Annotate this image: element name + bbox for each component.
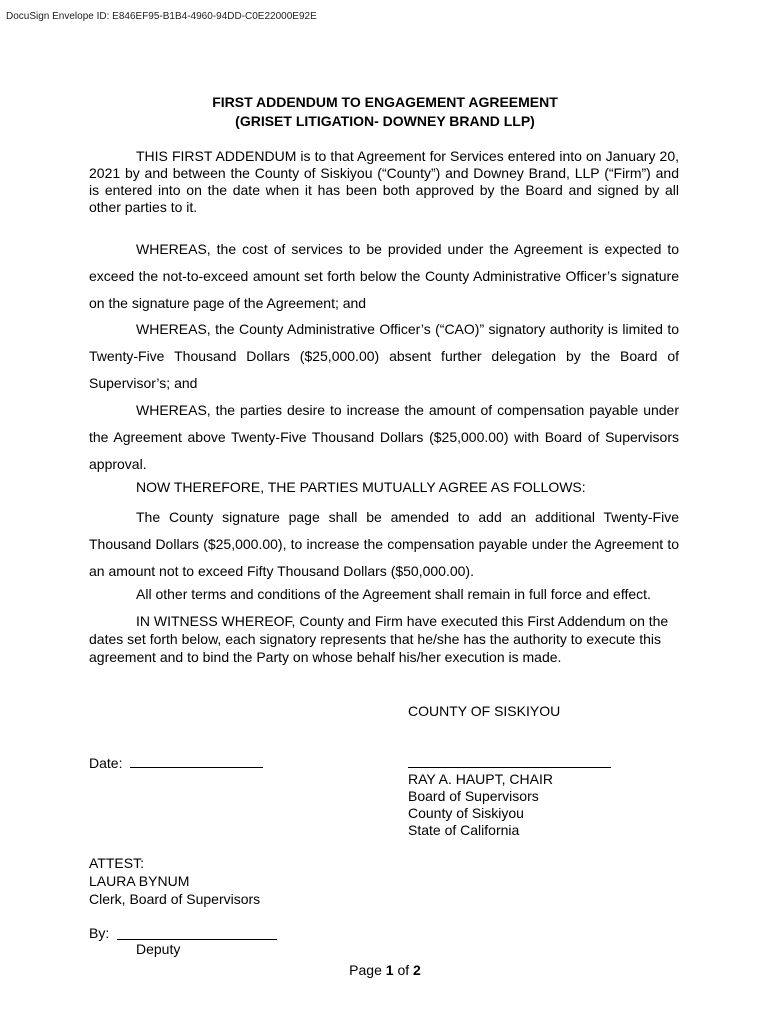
page-prefix: Page xyxy=(349,962,386,978)
attest-title: Clerk, Board of Supervisors xyxy=(89,891,261,907)
date-label: Date: xyxy=(89,755,123,771)
in-witness-paragraph: IN WITNESS WHEREOF, County and Firm have executed this First Addendum on the dates set forth below, each signatory represents that he/she has the authority to execute this agreement and to bind the Party on whose behalf his/her execution is made. xyxy=(89,613,669,665)
page-number xyxy=(0,961,770,979)
deputy-signature-line[interactable] xyxy=(117,939,277,940)
date-signature-line[interactable] xyxy=(130,767,263,768)
page-total: 2 xyxy=(413,962,421,978)
chair-signature-line[interactable] xyxy=(408,767,611,768)
signer-county: County of Siskiyou xyxy=(408,805,524,821)
intro-paragraph: THIS FIRST ADDENDUM is to that Agreement for Services entered into on January 20, 2021 by and between the County of Siskiyou (“County”) and Downey Brand, LLP (“Firm”) and is entered into on the date when it has been both approved by the Board and signed by all other parties to it. xyxy=(89,148,679,215)
document-title-line-2: (GRISET LITIGATION- DOWNEY BRAND LLP) xyxy=(235,113,535,129)
now-therefore-paragraph: NOW THEREFORE, THE PARTIES MUTUALLY AGREE AS FOLLOWS: xyxy=(136,479,586,495)
page-current: 1 xyxy=(385,962,394,978)
page-of: of xyxy=(393,962,414,978)
whereas-paragraph-2: WHEREAS, the County Administrative Officer’s (“CAO)” signatory authority is limited to Twenty-Five Thousand Dollars ($25,000.00) absent further delegation by the Board of Supervisor’s; and xyxy=(89,321,679,391)
whereas-paragraph-3: WHEREAS, the parties desire to increase the amount of compensation payable under the Agreement above Twenty-Five Thousand Dollars ($25,000.00) with Board of Supervisors approval. xyxy=(89,402,679,472)
attest-name: LAURA BYNUM xyxy=(89,873,190,889)
amendment-paragraph: The County signature page shall be amended to add an additional Twenty-Five Thousand Dollars ($25,000.00), to increase the compensation payable under the Agreement to an amount not to exceed Fifty Thousand Dollars ($50,000.00). xyxy=(89,509,679,579)
signer-organization: Board of Supervisors xyxy=(408,788,539,804)
docusign-envelope-id: DocuSign Envelope ID: E846EF95-B1B4-4960-94DD-C0E22000E92E xyxy=(6,11,317,22)
deputy-label: Deputy xyxy=(136,941,181,957)
whereas-paragraph-1: WHEREAS, the cost of services to be provided under the Agreement is expected to exceed the not-to-exceed amount set forth below the County Administrative Officer’s signature on the signature page of the Agreement; and xyxy=(89,241,679,311)
by-label: By: xyxy=(89,925,110,941)
signer-name: RAY A. HAUPT, CHAIR xyxy=(408,771,553,787)
signer-state: State of California xyxy=(408,822,520,838)
county-signature-heading: COUNTY OF SISKIYOU xyxy=(408,703,561,719)
other-terms-paragraph: All other terms and conditions of the Agreement shall remain in full force and effect. xyxy=(136,586,651,602)
document-title-line-1: FIRST ADDENDUM TO ENGAGEMENT AGREEMENT xyxy=(212,94,558,110)
attest-label: ATTEST: xyxy=(89,855,144,871)
